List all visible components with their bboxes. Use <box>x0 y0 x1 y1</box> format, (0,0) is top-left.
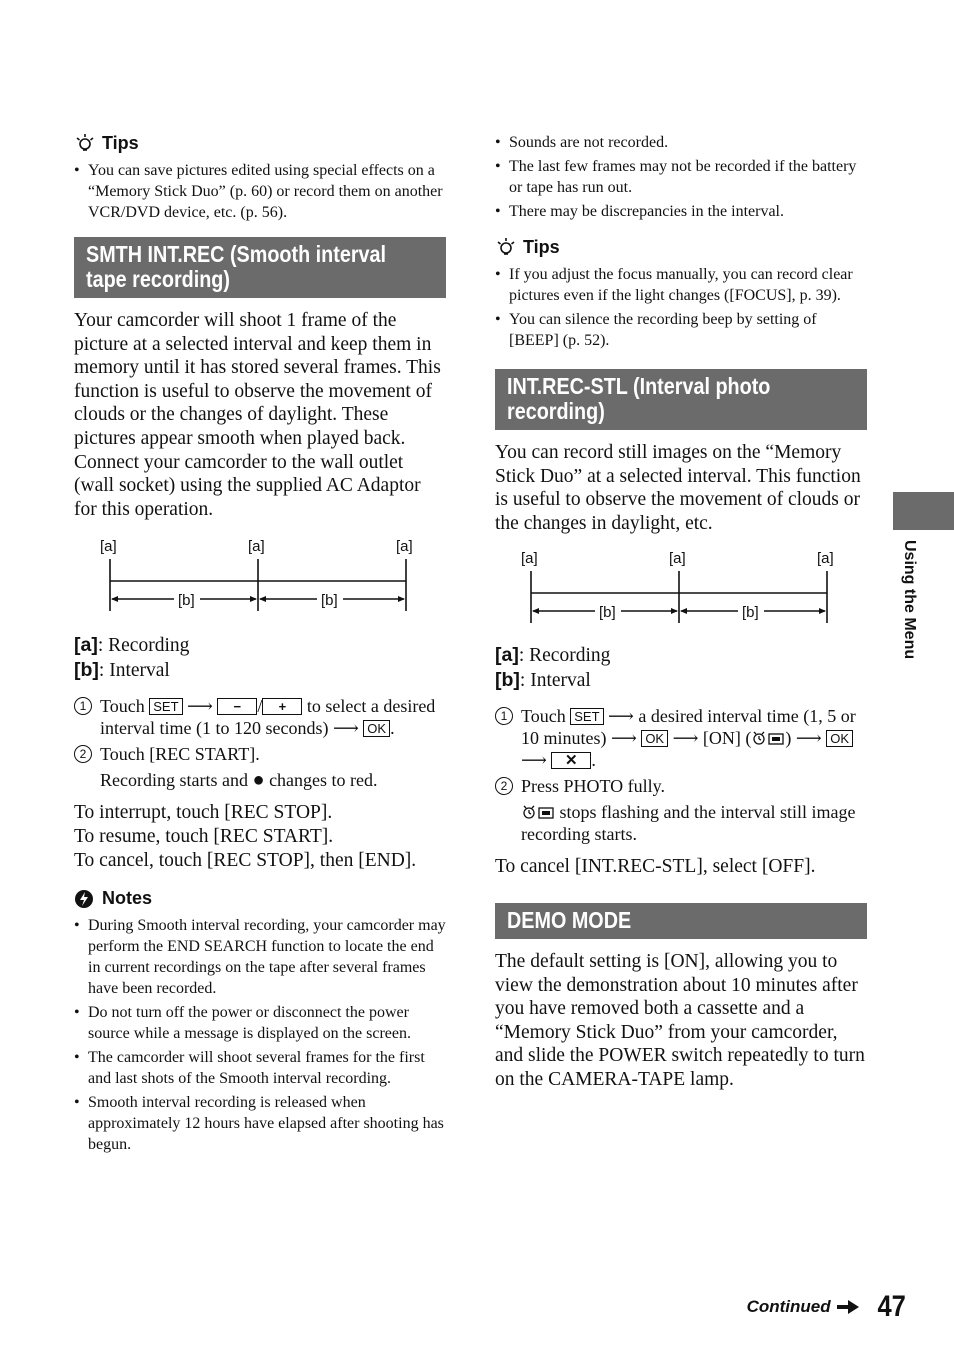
left-column <box>74 132 446 1158</box>
step-text: a desired interval time (1, 5 or 10 minutes) <box>521 706 856 749</box>
diagram-label-a: [a] <box>100 538 117 556</box>
arrow-icon: ⟶ <box>608 706 634 727</box>
step-2 <box>74 743 446 765</box>
arrow-right-icon <box>837 1300 859 1314</box>
step-2 <box>495 775 867 797</box>
note-item: • Do not turn off the power or disconnect the power source while a message is displayed on the screen. <box>74 1002 446 1044</box>
continued-label: Continued <box>746 1297 831 1316</box>
punctuation: ) <box>785 728 792 749</box>
arrow-icon: ⟶ <box>187 696 213 717</box>
step-number: 2 <box>74 745 92 763</box>
step-text: Press PHOTO fully. <box>521 776 666 797</box>
page-number: 47 <box>877 1290 906 1323</box>
legend-text: : Recording <box>518 645 611 667</box>
section-body: The default setting is [ON], allowing you to view the demonstration about 10 minutes after you have removed both a cassette and a “Memory Stick Duo” from your camcorder, and slide the POWER switch repeatedly to turn on the CAMERA-TAPE lamp. <box>495 950 865 1090</box>
tips-heading <box>74 132 446 154</box>
interval-photo-icon <box>751 730 785 746</box>
interval-photo-icon <box>521 804 555 820</box>
close-button[interactable]: ✕ <box>551 752 591 769</box>
after-instructions <box>74 801 446 872</box>
diagram-label-a: [a] <box>669 550 686 568</box>
step-2-result <box>74 769 446 791</box>
minus-button[interactable]: − <box>217 698 257 715</box>
diagram-label-b: [b] <box>321 592 338 610</box>
instruction-line: To cancel, touch [REC STOP], then [END]. <box>74 849 417 871</box>
tips-list <box>74 160 446 223</box>
legend-a <box>74 633 446 658</box>
notes-heading <box>74 888 446 909</box>
tips-heading <box>495 236 867 258</box>
arrow-icon: ⟶ <box>795 728 822 749</box>
heading-line: DEMO MODE <box>507 906 632 933</box>
arrow-icon: ⟶ <box>332 718 359 739</box>
notes-title: Notes <box>102 888 153 909</box>
tips-title: Tips <box>523 236 560 257</box>
tips-title: Tips <box>102 132 139 153</box>
legend-b <box>74 658 446 683</box>
lightbulb-icon <box>74 132 96 154</box>
legend-text: : Interval <box>98 660 170 682</box>
arrow-icon: ⟶ <box>611 728 637 749</box>
chapter-tab <box>893 492 954 530</box>
step-text: Touch [REC START]. <box>100 744 260 765</box>
step-1 <box>74 695 446 739</box>
diagram-label-a: [a] <box>817 550 834 568</box>
note-item: • The camcorder will shoot several frames for the first and last shots of the Smooth interval recording. <box>74 1047 446 1089</box>
note-item: • There may be discrepancies in the interval. <box>495 201 867 222</box>
diagram-label-b: [b] <box>599 604 616 622</box>
record-dot-icon: ● <box>252 769 265 792</box>
step-number: 2 <box>495 777 513 795</box>
ok-button[interactable]: OK <box>826 730 853 747</box>
note-item: • During Smooth interval recording, your camcorder may perform the END SEARCH function to locate the end in current recordings on the tape after several frames have been recorded. <box>74 915 446 999</box>
diagram-label-a: [a] <box>521 550 538 568</box>
instruction-line: To interrupt, touch [REC STOP]. <box>74 802 333 824</box>
note-item: • Smooth interval recording is released when approximately 12 hours have elapsed after shooting has begun. <box>74 1092 446 1155</box>
notes-continued-list <box>495 132 867 222</box>
ok-button[interactable]: OK <box>363 720 390 737</box>
punctuation: . <box>591 750 596 771</box>
legend-key: [a] <box>74 634 98 657</box>
legend-key: [b] <box>495 669 520 692</box>
section-body: You can record still images on the “Memory Stick Duo” at a selected interval. This function is useful to observe the movement of clouds or the changes in daylight, etc. <box>495 442 861 534</box>
note-item: • The last few frames may not be recorded if the battery or tape has run out. <box>495 156 867 198</box>
step-1 <box>495 705 867 771</box>
chapter-label-text: Using the Menu <box>901 540 918 660</box>
step-2-result <box>495 801 867 845</box>
heading-line: recording) <box>507 398 605 424</box>
diagram-label-a: [a] <box>248 538 265 556</box>
result-text: Recording starts and <box>100 770 248 791</box>
interval-diagram <box>74 529 446 625</box>
legend-key: [b] <box>74 659 99 682</box>
legend-text: : Recording <box>97 635 190 657</box>
chapter-label <box>898 540 918 680</box>
legend-a <box>495 643 867 668</box>
step-text: [ON] ( <box>702 728 752 749</box>
instruction-line: To resume, touch [REC START]. <box>74 825 334 847</box>
diagram-label-a: [a] <box>396 538 413 556</box>
section-heading-demo-mode <box>495 903 867 939</box>
diagram-label-b: [b] <box>742 604 759 622</box>
punctuation: . <box>390 718 395 739</box>
plus-button[interactable]: + <box>262 698 302 715</box>
cancel-instruction: To cancel [INT.REC-STL], select [OFF]. <box>495 856 816 878</box>
notes-icon <box>74 889 94 909</box>
legend-b <box>495 668 867 693</box>
tips-list <box>495 264 867 351</box>
legend-text: : Interval <box>519 670 591 692</box>
tip-item: • If you adjust the focus manually, you can record clear pictures even if the light changes ([FOCUS], p. 39). <box>495 264 867 306</box>
result-text: changes to red. <box>269 770 378 791</box>
page-footer <box>747 1290 908 1324</box>
tip-item: • You can silence the recording beep by setting of [BEEP] (p. 52). <box>495 309 867 351</box>
section-body: Your camcorder will shoot 1 frame of the picture at a selected interval and keep them in memory until it has stored several frames. This function is useful to observe the movement of clouds or the changes of daylight. These pictures appear smooth when played back. Connect your camcorder to the wall outlet (wall socket) using the supplied AC Adaptor for this operation. <box>74 310 441 520</box>
set-button[interactable]: SET <box>570 708 603 725</box>
set-button[interactable]: SET <box>149 698 182 715</box>
tip-item: • You can save pictures edited using special effects on a “Memory Stick Duo” (p. 60) or record them on another VCR/DVD device, etc. (p. 56). <box>74 160 446 223</box>
legend-key: [a] <box>495 644 519 667</box>
step-number: 1 <box>74 697 92 715</box>
heading-line: SMTH INT.REC (Smooth interval <box>86 241 387 267</box>
step-text: Touch <box>100 696 145 717</box>
section-heading-smth-int-rec <box>74 237 446 298</box>
diagram-label-b: [b] <box>178 592 195 610</box>
lightbulb-icon <box>495 236 517 258</box>
heading-line: INT.REC-STL (Interval photo <box>507 373 771 399</box>
separator: / <box>257 696 263 717</box>
right-column <box>495 132 867 1092</box>
arrow-icon: ⟶ <box>521 750 547 771</box>
arrow-icon: ⟶ <box>672 728 699 749</box>
interval-diagram <box>495 541 867 637</box>
step-text: Touch <box>521 706 566 727</box>
section-heading-int-rec-stl <box>495 369 867 430</box>
result-text: stops flashing and the interval still image recording starts. <box>521 802 856 845</box>
ok-button[interactable]: OK <box>641 730 668 747</box>
notes-list <box>74 915 446 1155</box>
note-item: • Sounds are not recorded. <box>495 132 867 153</box>
heading-line: tape recording) <box>86 266 230 292</box>
step-number: 1 <box>495 707 513 725</box>
step-text: to select a desired interval time (1 to 120 seconds) <box>100 696 436 739</box>
